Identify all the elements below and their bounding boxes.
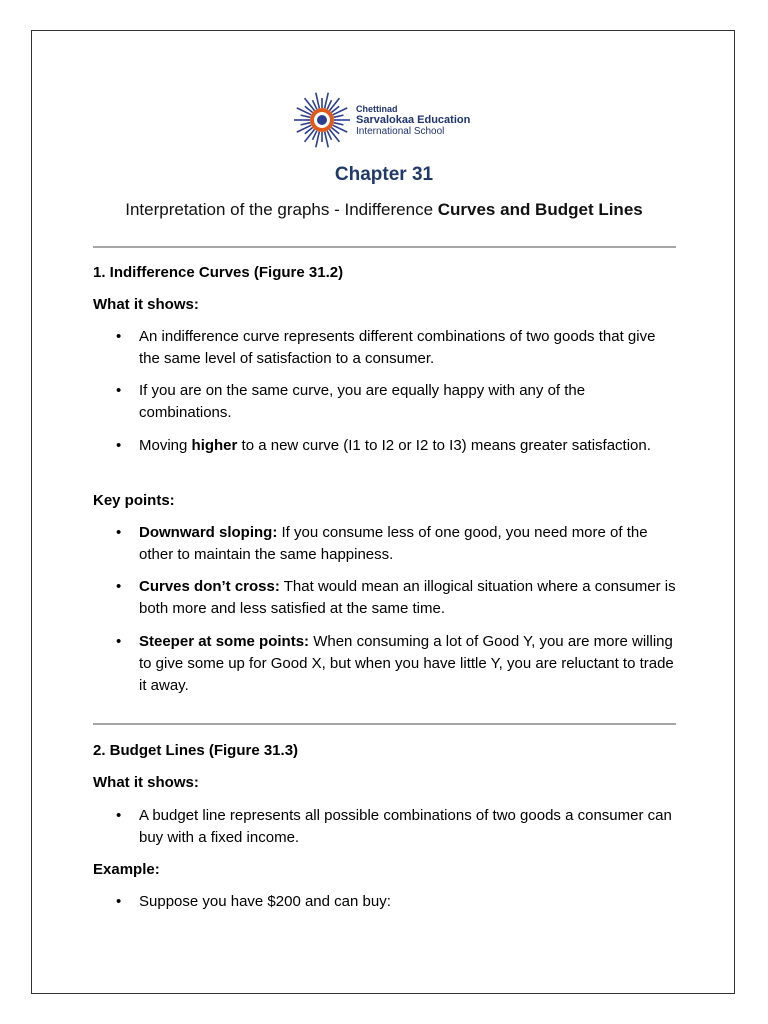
key-point-label: Downward sloping:	[139, 524, 278, 541]
text-post: to a new curve (I1 to I2 or I2 to I3) means greater satisfaction.	[237, 437, 651, 454]
bullet-icon: •	[116, 807, 122, 824]
section-2-heading: 2. Budget Lines (Figure 31.3)	[93, 742, 299, 759]
list-item: Suppose you have $200 and can buy:	[139, 893, 391, 910]
key-point-text: When consuming a lot of Good Y, you are more willing to give some up for Good X, but when you have little Y, you are reluctant to trade it away.	[139, 633, 674, 694]
bullet-icon: •	[116, 633, 122, 650]
sun-ray	[316, 132, 320, 148]
section-2-shows-heading: What it shows:	[93, 774, 199, 791]
bullet-icon: •	[116, 382, 122, 399]
list-item	[139, 631, 679, 697]
list-item	[139, 522, 679, 566]
list-item	[139, 576, 679, 620]
sun-ray	[325, 132, 329, 148]
key-point-label: Steeper at some points:	[139, 633, 310, 650]
sun-ray	[301, 115, 311, 117]
bullet-icon: •	[116, 437, 122, 454]
subtitle-plain: Interpretation of the graphs - Indifference	[125, 200, 438, 219]
bullet-icon: •	[116, 578, 122, 595]
divider-2	[93, 723, 676, 725]
bullet-icon: •	[116, 893, 122, 910]
section-1-shows-heading: What it shows:	[93, 296, 199, 313]
sun-ray	[316, 93, 320, 109]
section-1-key-heading: Key points:	[93, 492, 175, 509]
section-1-heading: 1. Indifference Curves (Figure 31.2)	[93, 264, 344, 281]
list-item: If you are on the same curve, you are equally happy with any of the combinations.	[139, 382, 586, 421]
key-point-text: If you consume less of one good, you need more of the other to maintain the same happiness.	[139, 524, 648, 563]
text-bold: higher	[191, 437, 238, 454]
chapter-title: Chapter 31	[334, 164, 434, 185]
logo-line-1: Chettinad	[356, 103, 398, 114]
sun-emblem-icon	[293, 91, 351, 149]
school-logo	[293, 90, 478, 150]
sun-ray	[334, 115, 344, 117]
logo-line-2: Sarvalokaa Education	[356, 113, 471, 126]
chapter-subtitle	[0, 200, 768, 220]
divider-1	[93, 246, 676, 248]
key-point-label: Curves don’t cross:	[139, 578, 280, 595]
bullet-icon: •	[116, 328, 122, 345]
text-pre: Moving	[139, 437, 192, 454]
sun-ray	[334, 123, 344, 125]
sun-ray	[301, 123, 311, 125]
list-item: An indifference curve represents different combinations of two goods that give the same level of satisfaction to a consumer.	[139, 328, 656, 367]
bullet-icon: •	[116, 524, 122, 541]
section-2-example-heading: Example:	[93, 861, 160, 878]
subtitle-bold: Curves and Budget Lines	[437, 200, 643, 219]
list-item	[139, 435, 679, 457]
sun-ray	[325, 93, 329, 109]
key-point-text: That would mean an illogical situation where a consumer is both more and less satisfied at the same time.	[139, 578, 676, 617]
list-item: A budget line represents all possible combinations of two goods a consumer can buy with a fixed income.	[139, 807, 672, 846]
logo-line-3: International School	[356, 125, 445, 137]
